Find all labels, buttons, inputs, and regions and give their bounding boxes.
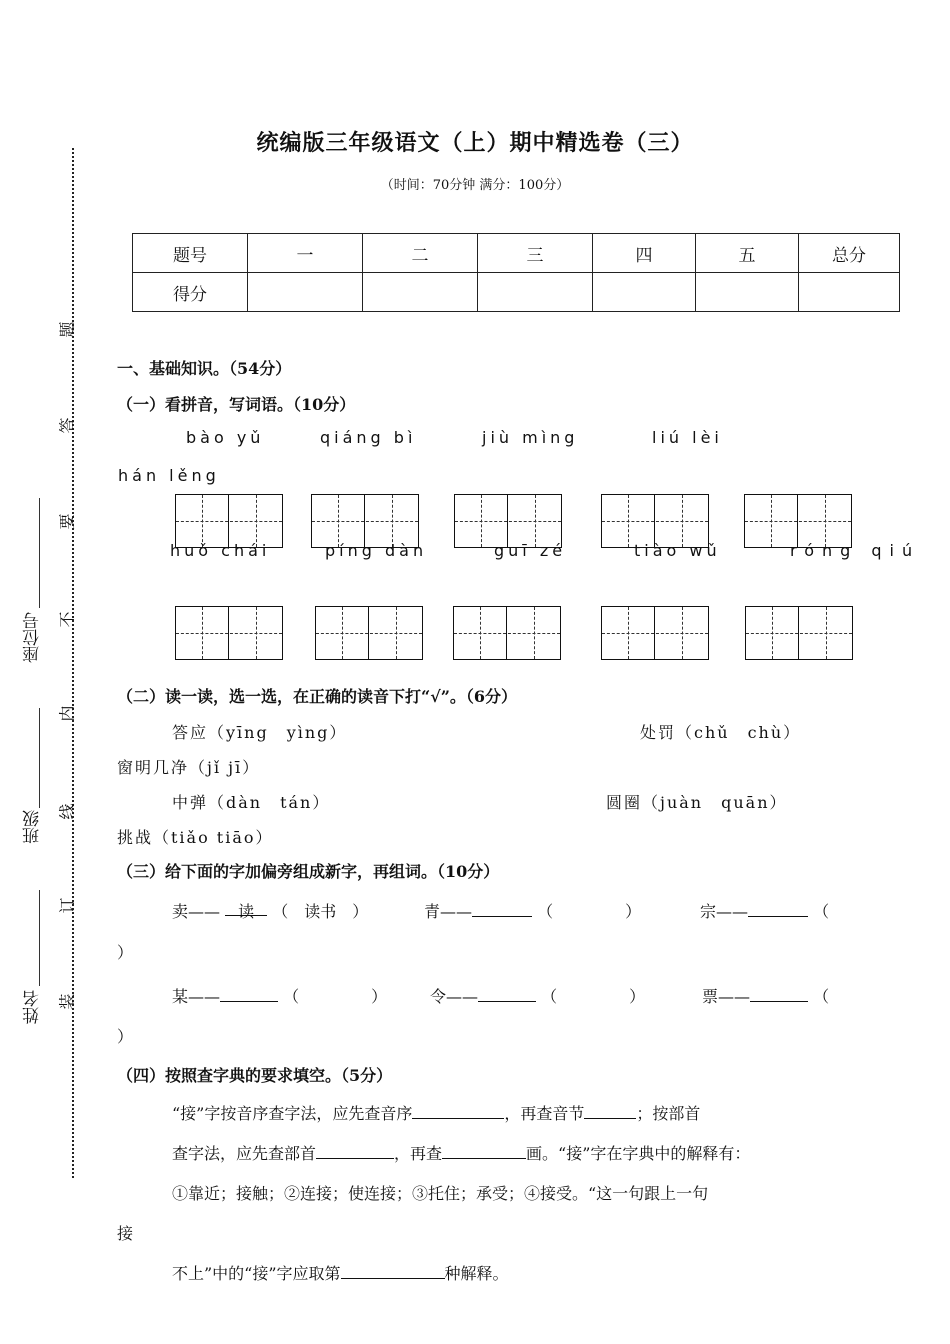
radical-char: 青——	[424, 902, 473, 921]
meaning-number-blank[interactable]	[341, 1262, 445, 1279]
radical-item	[700, 899, 829, 922]
radical-char: 票——	[702, 987, 751, 1006]
dictionary-line-2	[172, 1141, 750, 1164]
pinyin-word: guī zé	[494, 541, 567, 560]
seal-char-zhuang: 装	[57, 993, 77, 1010]
writing-grid[interactable]	[601, 494, 709, 548]
pinyin-word: qiáng bì	[320, 428, 417, 447]
page-title: 统编版三年级语文（上）期中精选卷（三）	[256, 130, 694, 156]
phonetic-letter-blank[interactable]	[412, 1102, 504, 1119]
dictionary-line-1	[172, 1101, 700, 1124]
radical-blank[interactable]	[750, 985, 808, 1002]
paren-open: （	[813, 987, 830, 1006]
radical-char: 令——	[430, 987, 479, 1006]
line-text: 不上”中的“接”字应取第	[172, 1264, 341, 1283]
radical-blank[interactable]	[748, 900, 808, 917]
radical-blank[interactable]	[316, 1142, 394, 1159]
radical-char: 宗——	[700, 902, 749, 921]
writing-grid[interactable]	[744, 494, 852, 548]
score-table	[132, 233, 900, 312]
pinyin-word: róng qiú	[790, 541, 921, 560]
pinyin-word: hán lěng	[118, 466, 220, 485]
writing-grid[interactable]	[454, 494, 562, 548]
paren-open: （	[283, 987, 300, 1006]
pinyin-word: bào yǔ	[186, 428, 265, 447]
pronunciation-item[interactable]: 答应（yīng yìng）	[172, 723, 348, 742]
radical-item	[172, 984, 387, 1007]
radical-item	[702, 984, 829, 1007]
radical-example	[172, 899, 368, 922]
seal-char-yao: 要	[57, 513, 77, 530]
dictionary-line-4: 接	[117, 1224, 134, 1243]
score-row-label: 得分	[133, 273, 248, 312]
line-text: 画。“接”字在字典中的解释有：	[526, 1144, 751, 1163]
pronunciation-item[interactable]: 中弹（dàn tán）	[172, 793, 331, 812]
seal-char-ti: 题	[57, 321, 77, 338]
part1-heading: 一、基础知识。（54分）	[117, 359, 292, 378]
pinyin-word: liú lèi	[652, 428, 723, 447]
header-cell: 题号	[133, 234, 248, 273]
score-cell[interactable]	[478, 273, 593, 312]
s1-heading: （一）看拼音，写词语。（10分）	[117, 395, 356, 414]
writing-grid[interactable]	[311, 494, 419, 548]
header-cell: 四	[593, 234, 696, 273]
radical-item	[424, 899, 641, 922]
seat-number-label: 座位号	[23, 612, 43, 663]
example-char: 卖——	[172, 902, 221, 921]
header-cell: 五	[696, 234, 799, 273]
line-text: 查字法，应先查部首	[172, 1144, 317, 1163]
s3-heading: （三）给下面的字加偏旁组成新字，再组词。（10分）	[117, 862, 500, 881]
score-cell[interactable]	[363, 273, 478, 312]
seal-char-xian: 线	[57, 803, 77, 820]
score-table-header-row	[133, 234, 900, 273]
radical-item	[430, 984, 645, 1007]
stroke-count-blank[interactable]	[442, 1142, 526, 1159]
paren-close: ）	[371, 987, 388, 1006]
writing-grid[interactable]	[601, 606, 709, 660]
pronunciation-item[interactable]: 窗明几净（jǐ jī）	[117, 758, 261, 777]
pinyin-word: píng dàn	[325, 541, 428, 560]
example-answer: 读	[225, 899, 267, 916]
binding-dotted-line	[72, 148, 74, 1178]
name-blank	[39, 890, 40, 986]
pinyin-word: tiào wǔ	[634, 541, 721, 560]
seal-char-nei: 内	[57, 705, 77, 722]
line-text: 种解释。	[444, 1264, 509, 1283]
paren-close: ）	[625, 902, 642, 921]
pinyin-word: jiù mìng	[482, 428, 579, 447]
name-label: 姓名	[23, 990, 43, 1024]
dictionary-line-5	[172, 1261, 509, 1284]
seal-char-da: 答	[57, 417, 77, 434]
radical-char: 某——	[172, 987, 221, 1006]
score-cell[interactable]	[696, 273, 799, 312]
line-text: ，再查	[394, 1144, 443, 1163]
header-cell: 三	[478, 234, 593, 273]
score-cell[interactable]	[593, 273, 696, 312]
header-cell: 二	[363, 234, 478, 273]
writing-grid[interactable]	[315, 606, 423, 660]
header-cell: 一	[248, 234, 363, 273]
paren-open: （	[813, 902, 830, 921]
s2-heading: （二）读一读，选一选，在正确的读音下打“√”。（6分）	[117, 687, 518, 706]
line-text: ；按部首	[636, 1104, 701, 1123]
example-word: （ 读书 ）	[272, 902, 369, 921]
writing-grid[interactable]	[175, 494, 283, 548]
syllable-blank[interactable]	[584, 1102, 636, 1119]
line-text: ，再查音节	[504, 1104, 585, 1123]
paren-close: ）	[117, 943, 134, 962]
writing-grid[interactable]	[745, 606, 853, 660]
paren-close: ）	[117, 1027, 134, 1046]
exam-info: （时间：70分钟 满分：100分）	[380, 178, 570, 193]
pinyin-word: huǒ chái	[170, 541, 271, 560]
radical-blank[interactable]	[220, 985, 278, 1002]
radical-blank[interactable]	[472, 900, 532, 917]
score-table-score-row	[133, 273, 900, 312]
radical-blank[interactable]	[478, 985, 536, 1002]
s4-heading: （四）按照查字典的要求填空。（5分）	[117, 1066, 393, 1085]
score-cell[interactable]	[248, 273, 363, 312]
paren-open: （	[541, 987, 558, 1006]
score-cell[interactable]	[799, 273, 900, 312]
dictionary-line-3: ①靠近；接触；②连接；使连接；③托住；承受；④接受。“这一句跟上一句	[172, 1184, 709, 1203]
pronunciation-item[interactable]: 挑战（tiǎo tiāo）	[117, 828, 274, 847]
header-cell: 总分	[799, 234, 900, 273]
paren-open: （	[537, 902, 554, 921]
seat-number-blank	[39, 498, 40, 608]
paren-close: ）	[629, 987, 646, 1006]
seal-char-ding: 订	[57, 897, 77, 914]
line-text: “接”字按音序查字法，应先查音序	[172, 1104, 413, 1123]
writing-grid[interactable]	[453, 606, 561, 660]
class-label: 班级	[23, 810, 43, 844]
pronunciation-item[interactable]: 处罚（chǔ chù）	[640, 723, 802, 742]
seal-char-bu: 不	[57, 611, 77, 628]
writing-grid[interactable]	[175, 606, 283, 660]
pronunciation-item[interactable]: 圆圈（juàn quān）	[606, 793, 788, 812]
class-blank	[39, 708, 40, 808]
